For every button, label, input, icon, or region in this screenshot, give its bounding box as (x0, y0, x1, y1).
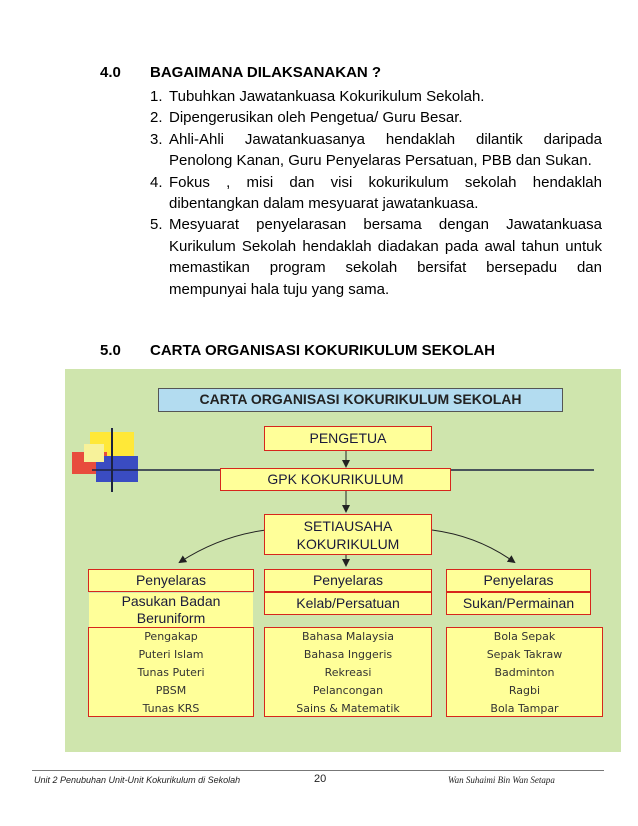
activity-item: PBSM (155, 684, 187, 697)
activity-item: Pelancongan (312, 684, 384, 697)
activity-item: Ragbi (508, 684, 541, 697)
activity-item: Sains & Matematik (296, 702, 400, 715)
page-number: 20 (314, 773, 327, 785)
pengetua-box: PENGETUA (264, 426, 432, 451)
section-5-number: 5.0 (100, 342, 121, 359)
setiausaha-line: KOKURIKULUM (296, 536, 400, 552)
activity-item: Pengakap (144, 630, 198, 643)
group-box: Sukan/Permainan (446, 592, 591, 615)
list-item-number: 1. (150, 88, 163, 105)
list-item-text: Dipengerusikan oleh Pengetua/ Guru Besar. (169, 109, 463, 127)
activity-list (264, 627, 432, 717)
list-item-text: Mesyuarat penyelarasan bersama dengan Jawatankuasa Kurikulum Sekolah hendaklah diadakan pada awal tahun untuk memastikan program sekolah bersifat bersepadu dan mempunyai hala tuju yang sama. (169, 216, 602, 298)
footer-divider (32, 770, 604, 771)
footer-right: Wan Suhaimi Bin Wan Setapa (448, 775, 555, 785)
section-4-title: BAGAIMANA DILAKSANAKAN ? (150, 64, 382, 81)
org-chart-title: CARTA ORGANISASI KOKURIKULUM SEKOLAH (158, 388, 563, 412)
setiausaha-line: SETIAUSAHA (303, 518, 393, 534)
group-line: Pasukan Badan (121, 593, 221, 609)
setiausaha-box (264, 514, 432, 555)
list-item-number: 4. (150, 173, 163, 191)
activity-item: Rekreasi (324, 666, 372, 679)
activity-item: Bahasa Malaysia (301, 630, 395, 643)
group-box: Kelab/Persatuan (264, 592, 432, 615)
activity-item: Bola Tampar (490, 702, 559, 715)
group-box (88, 592, 254, 630)
gpk-kokurikulum-box: GPK KOKURIKULUM (220, 468, 451, 491)
activity-item: Puteri Islam (138, 648, 204, 661)
section-5-title: CARTA ORGANISASI KOKURIKULUM SEKOLAH (150, 342, 495, 359)
footer-left: Unit 2 Penubuhan Unit-Unit Kokurikulum di Sekolah (34, 775, 241, 785)
activity-list (88, 627, 254, 717)
penyelaras-header: Penyelaras (88, 569, 254, 592)
activity-item: Tunas Puteri (137, 666, 205, 679)
list-item-number: 5. (150, 216, 163, 234)
penyelaras-header: Penyelaras (264, 569, 432, 592)
activity-item: Sepak Takraw (486, 648, 563, 661)
activity-item: Bahasa Inggeris (303, 648, 393, 661)
list-item-text: Fokus , misi dan visi kokurikulum sekolah hendaklah dibentangkan dalam mesyuarat jawatankuasa. (169, 173, 602, 213)
activity-item: Badminton (494, 666, 555, 679)
list-item-number: 3. (150, 130, 163, 148)
group-line: Beruniform (136, 610, 206, 626)
list-item-number: 2. (150, 109, 163, 127)
activity-item: Bola Sepak (493, 630, 556, 643)
penyelaras-header: Penyelaras (446, 569, 591, 592)
list-item-text: Ahli-Ahli Jawatankuasanya hendaklah dilantik daripada Penolong Kanan, Guru Penyelaras Persatuan, PBB dan Sukan. (169, 130, 602, 170)
section-4-number: 4.0 (100, 64, 121, 81)
list-item-text: Tubuhkan Jawatankuasa Kokurikulum Sekolah. (169, 88, 485, 105)
activity-list (446, 627, 603, 717)
activity-item: Tunas KRS (142, 702, 200, 715)
